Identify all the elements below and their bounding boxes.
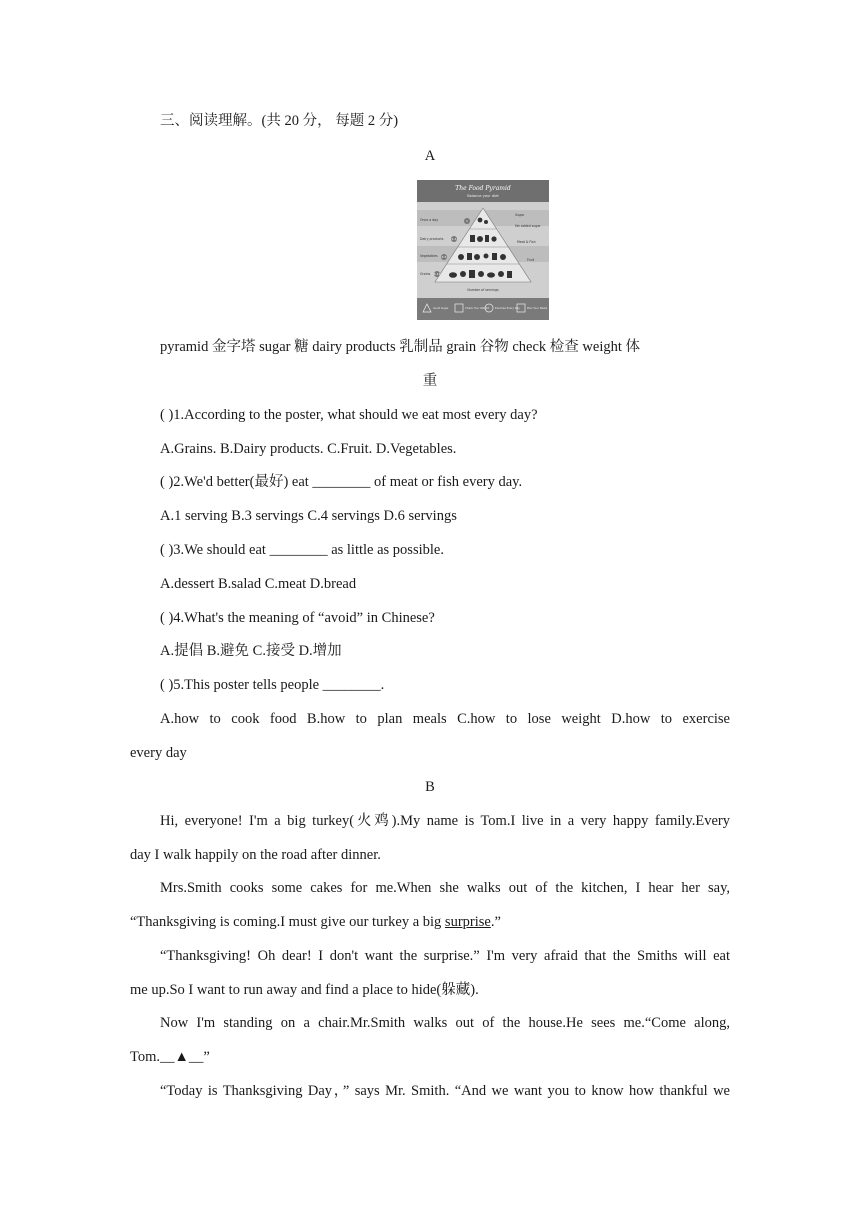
poster-footer-item: Check Your Weight [465, 307, 490, 310]
poster-left-label: Grains [420, 272, 431, 276]
question-options: A.1 serving B.3 servings C.4 servings D.6 servings [160, 508, 457, 524]
poster-right-label: Fat added sugar [515, 224, 541, 228]
poster-right-label: Meat & Fish [517, 240, 536, 244]
question-options: A.提倡 B.避免 C.接受 D.增加 [160, 643, 342, 659]
question-options: A.how to cook food B.how to plan meals C.how to lose weight D.how to exercise [160, 711, 730, 727]
passage-line: “Today is Thanksgiving Day，” says Mr. Smith. “And we want you to know how thankful we [160, 1083, 730, 1099]
passage-line: Mrs.Smith cooks some cakes for me.When she walks out of the kitchen, I hear her say, [160, 880, 730, 896]
serving-mark: 1 [466, 219, 468, 223]
passage-line: Tom.__▲__” [130, 1049, 210, 1065]
poster-bottom-label: Number of servings [467, 288, 499, 292]
poster-footer-item: Plan Your Meals [527, 307, 548, 310]
poster-left-label: Once a day [420, 218, 439, 222]
poster-subtitle: Balance your diet [467, 194, 499, 198]
poster-right-label: Sugar [515, 213, 525, 217]
passage-line [130, 912, 501, 932]
poster-right-label: Fruit [527, 258, 535, 262]
poster-footer-item: Exercise Every Day [495, 307, 520, 310]
vocabulary-line: 重 [422, 373, 438, 389]
part-b-label: B [425, 779, 435, 795]
question-stem: ( )3.We should eat ________ as little as possible. [160, 542, 444, 558]
vocabulary-line: pyramid 金字塔 sugar 糖 dairy products 乳制品 grain 谷物 check 检查 weight 体 [160, 339, 641, 355]
underlined-word: surprise [444, 914, 491, 930]
poster-footer-item: Avoid Sugar [433, 307, 449, 310]
part-a-label: A [424, 148, 436, 164]
question-options: A.Grains. B.Dairy products. C.Fruit. D.Vegetables. [160, 441, 457, 457]
question-options: every day [130, 745, 187, 761]
question-stem: ( )1.According to the poster, what should we eat most every day? [160, 407, 538, 423]
passage-line: “Thanksgiving! Oh dear! I don't want the surprise.” I'm very afraid that the Smiths will eat [160, 948, 730, 964]
poster-title: The Food Pyramid [455, 185, 511, 192]
passage-text: .” [490, 914, 501, 930]
passage-line: Hi, everyone! I'm a big turkey(火鸡).My name is Tom.I live in a very happy family.Every [160, 813, 730, 829]
serving-mark: 3-5 [441, 255, 447, 259]
question-stem: ( )5.This poster tells people ________. [160, 677, 385, 693]
passage-line: Now I'm standing on a chair.Mr.Smith walks out of the house.He sees me.“Come along, [160, 1015, 730, 1031]
question-stem: ( )4.What's the meaning of “avoid” in Chinese? [160, 610, 435, 626]
passage-line: me up.So I want to run away and find a place to hide(躲藏). [130, 982, 479, 998]
poster-left-label: Dairy products [420, 237, 444, 241]
serving-mark: 2-3 [451, 237, 457, 241]
passage-line: day I walk happily on the road after dinner. [130, 847, 381, 863]
food-pyramid-graphic [417, 180, 549, 320]
serving-mark: 6-11 [433, 272, 441, 276]
passage-text: “Thanksgiving is coming.I must give our turkey a big [130, 914, 445, 930]
question-stem: ( )2.We'd better(最好) eat ________ of meat or fish every day. [160, 474, 523, 490]
question-options: A.dessert B.salad C.meat D.bread [160, 576, 357, 592]
section-header: 三、阅读理解。(共 20 分， 每题 2 分) [160, 113, 399, 129]
food-pyramid-poster [417, 180, 549, 320]
poster-left-label: Vegetables [420, 254, 438, 258]
